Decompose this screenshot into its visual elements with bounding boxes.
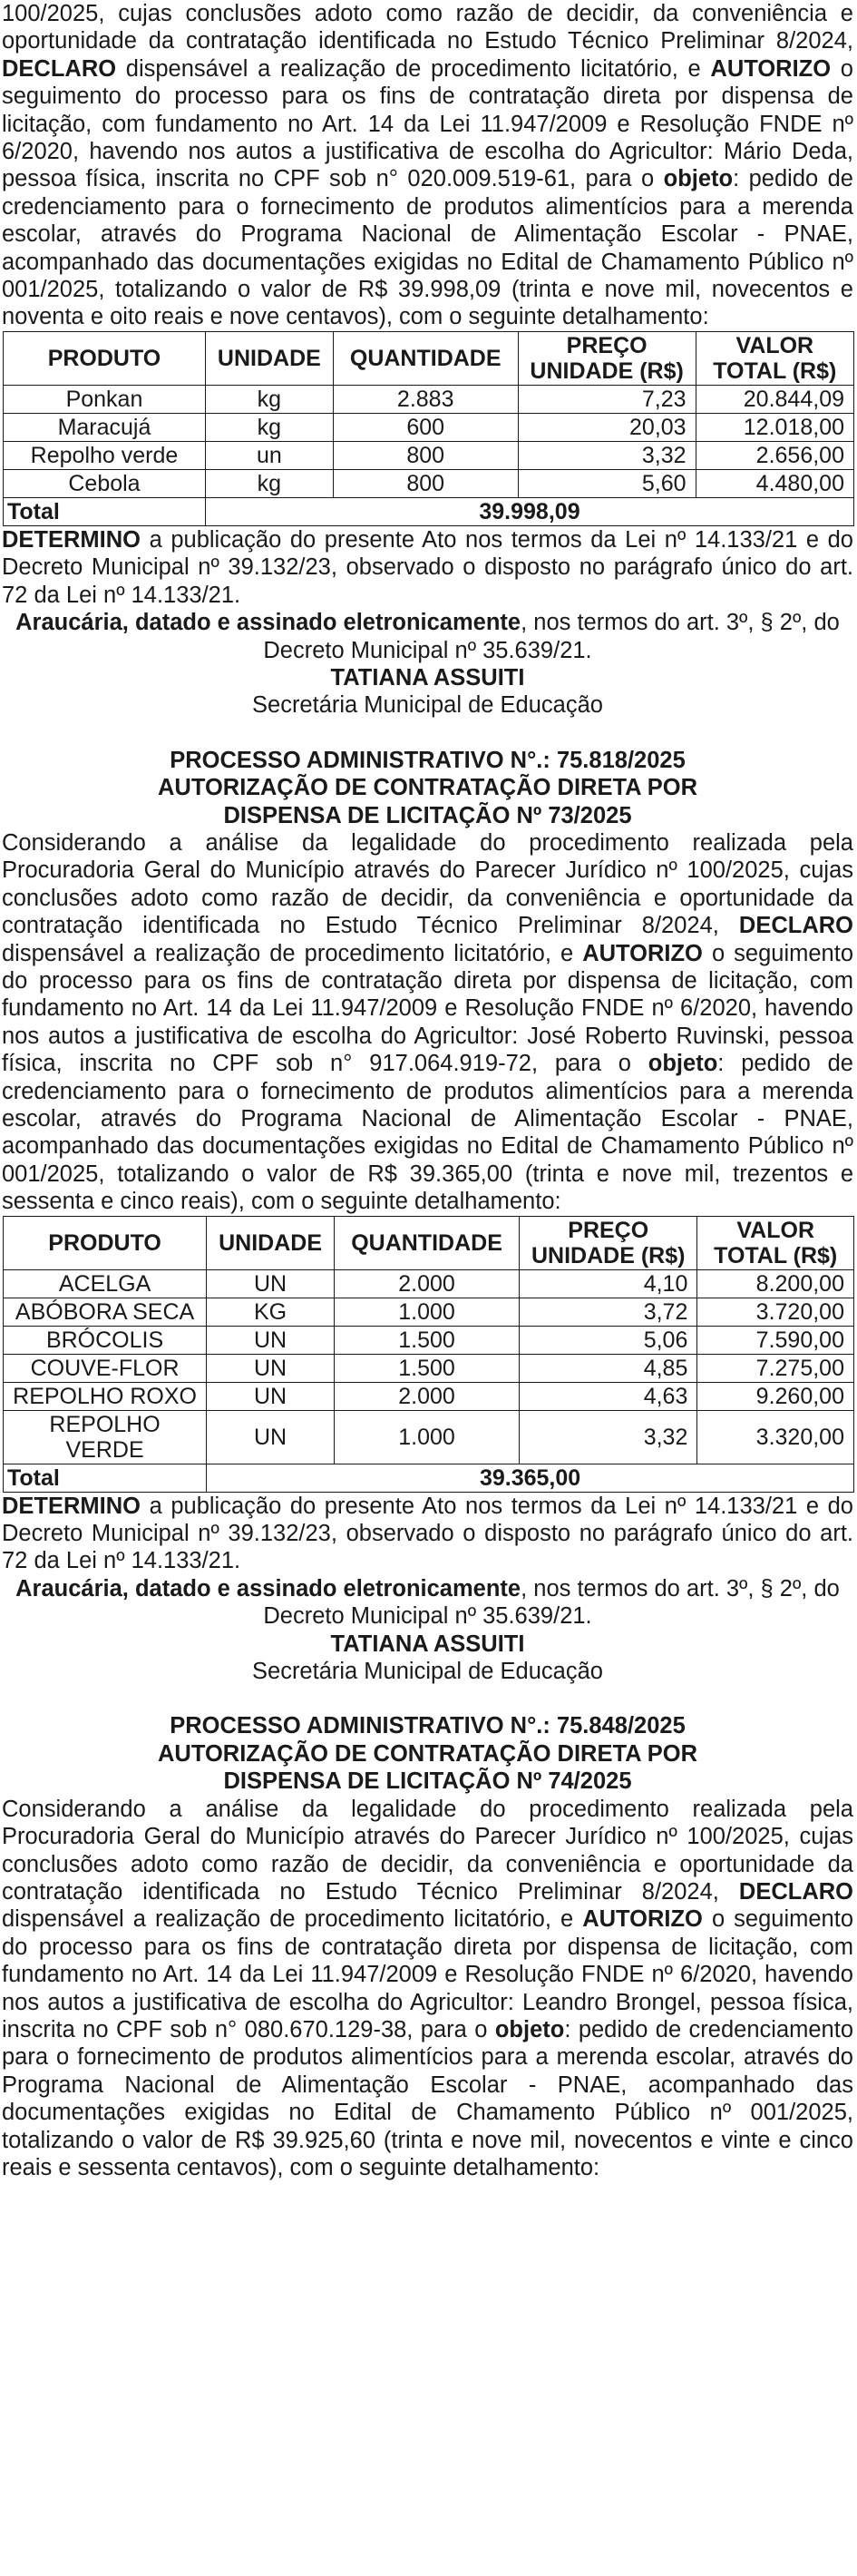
autorizo-keyword: AUTORIZO [582, 940, 703, 966]
signature-rest: , nos termos do art. 3º, § 2º, do Decreto Municipal nº 35.639/21. [263, 610, 840, 663]
cell-produto: BRÓCOLIS [4, 1326, 207, 1354]
header-preco-unidade: PREÇO UNIDADE (R$) [520, 1216, 697, 1269]
header-valor-total: VALOR TOTAL (R$) [697, 1216, 854, 1269]
declaro-keyword: DECLARO [738, 1878, 853, 1905]
cell-valor: 7.590,00 [697, 1326, 854, 1354]
cell-quantidade: 2.000 [335, 1269, 520, 1298]
text-fragment: Considerando a análise da legalidade do procedimento realizada pela Procuradoria Geral do Município através do Parecer Jurídico nº 100/2025, cujas conclusões adoto como razão de decidir, da conveniência e oportunidade da contratação identificada no Estudo Técnico Preliminar 8/2024, [2, 829, 853, 939]
cell-produto: Repolho verde [4, 441, 206, 469]
table-row [4, 1326, 854, 1354]
header-unidade: UNIDADE [205, 331, 333, 385]
text-fragment: : pedido de credenciamento para o fornecimento de produtos alimentícios para a merenda escolar, através do Programa Nacional de Alimentação Escolar - PNAE, acompanhado das documentações exigidas no Edital de Chamamento Público nº 001/2025, totalizando o valor de R$ 39.365,00 (trinta e nove mil, trezentos e sessenta e cinco reais), com o seguinte detalhamento: [2, 1051, 853, 1215]
authorization-heading: AUTORIZAÇÃO DE CONTRATAÇÃO DIRETA POR [158, 775, 697, 801]
considering-paragraph [2, 1796, 853, 2182]
table-row [4, 1269, 854, 1298]
autorizo-keyword: AUTORIZO [582, 1906, 703, 1933]
cell-quantidade: 2.883 [333, 385, 518, 413]
signer-role: Secretária Municipal de Educação [252, 692, 603, 719]
cell-produto: ABÓBORA SECA [4, 1298, 207, 1326]
text-fragment: o seguimento do processo para os fins de contratação direta por dispensa de licitação, com fundamento no Art. 14 da Lei 11.947/2009 e Resolução FNDE nº 6/2020, havendo nos autos a justificativa de escolha do Agricultor: José Roberto Ruvinski, pessoa física, inscrita no CPF sob n° 917.064.919-72, para o [2, 940, 854, 1077]
header-produto: PRODUTO [4, 331, 206, 385]
cell-valor: 3.320,00 [697, 1410, 854, 1464]
header-quantidade: QUANTIDADE [333, 331, 518, 385]
signer-role: Secretária Municipal de Educação [252, 1659, 603, 1685]
cell-unidade: KG [207, 1298, 335, 1326]
table-row [4, 469, 854, 497]
cell-unidade: kg [205, 413, 333, 441]
text-fragment: o seguimento do processo para os fins de contratação direta por dispensa de licitação, com fundamento no Art. 14 da Lei 11.947/2009 e Resolução FNDE nº 6/2020, havendo nos autos a justificativa de escolha do Agricultor: Mário Deda, pessoa física, inscrita no CPF sob n° 020.009.519-61, para o [2, 55, 853, 192]
cell-valor: 12.018,00 [696, 413, 853, 441]
cell-valor: 7.275,00 [697, 1354, 854, 1382]
cell-preco: 5,06 [520, 1326, 697, 1354]
cell-unidade: UN [207, 1326, 335, 1354]
text-fragment: 100/2025, cujas conclusões adoto como razão de decidir, da conveniência e oportunidade da contratação identificada no Estudo Técnico Preliminar 8/2024, [2, 1, 853, 54]
text-fragment: dispensável a realização de procedimento licitatório, e [2, 1906, 583, 1933]
header-unidade: UNIDADE [207, 1216, 335, 1269]
cell-preco: 3,72 [520, 1298, 697, 1326]
text-fragment: : pedido de credenciamento para o fornecimento de produtos alimentícios para a merenda escolar, através do Programa Nacional de Alimentação Escolar - PNAE, acompanhado das documentações exigidas no Edital de Chamamento Público nº 001/2025, totalizando o valor de R$ 39.925,60 (trinta e nove mil, novecentos e vinte e cinco reais e sessenta centavos), com o seguinte detalhamento: [2, 2016, 853, 2180]
dispensa-heading: DISPENSA DE LICITAÇÃO Nº 73/2025 [223, 802, 632, 828]
signer-name: TATIANA ASSUITI [330, 1631, 525, 1657]
header-valor-total: VALOR TOTAL (R$) [696, 331, 853, 385]
dispensa-heading: DISPENSA DE LICITAÇÃO Nº 74/2025 [223, 1768, 632, 1795]
table-total-row [4, 497, 854, 525]
total-value: 39.998,09 [205, 497, 853, 525]
cell-quantidade: 600 [333, 413, 518, 441]
text-fragment: dispensável a realização de procedimento licitatório, e [2, 940, 583, 966]
table-total-row [4, 1464, 854, 1492]
signer-name: TATIANA ASSUITI [330, 664, 525, 691]
table-header-row [4, 331, 854, 385]
determino-paragraph [2, 526, 853, 609]
process-heading: PROCESSO ADMINISTRATIVO N°.: 75.818/2025 [170, 747, 686, 773]
cell-produto: REPOLHO VERDE [4, 1410, 207, 1464]
total-value: 39.365,00 [207, 1464, 854, 1492]
cell-valor: 20.844,09 [696, 385, 853, 413]
cell-unidade: UN [207, 1354, 335, 1382]
table-row [4, 413, 854, 441]
cell-preco: 7,23 [518, 385, 696, 413]
cell-produto: REPOLHO ROXO [4, 1382, 207, 1410]
header-quantidade: QUANTIDADE [335, 1216, 520, 1269]
signature-line [2, 609, 853, 664]
total-label: Total [4, 497, 206, 525]
dispensa-section-3 [2, 1712, 853, 2181]
declaro-keyword: DECLARO [738, 913, 853, 939]
cell-quantidade: 2.000 [335, 1382, 520, 1410]
dispensa-section-2 [2, 747, 853, 1686]
cell-quantidade: 1.500 [335, 1326, 520, 1354]
text-fragment: : pedido de credenciamento para o fornecimento de produtos alimentícios para a merenda escolar, através do Programa Nacional de Alimentação Escolar - PNAE, acompanhado das documentações exigidas no Edital de Chamamento Público nº 001/2025, totalizando o valor de R$ 39.998,09 (trinta e nove mil, novecentos e noventa e oito reais e nove centavos), com o seguinte detalhamento: [2, 166, 853, 330]
text-fragment: a publicação do presente Ato nos termos da Lei nº 14.133/21 e do Decreto Municipal nº 39.132/23, observado o disposto no parágrafo único do art. 72 da Lei nº 14.133/21. [2, 1493, 853, 1574]
cell-quantidade: 1.000 [335, 1298, 520, 1326]
total-label: Total [4, 1464, 207, 1492]
cell-preco: 3,32 [520, 1410, 697, 1464]
section-gap [2, 1685, 853, 1712]
autorizo-keyword: AUTORIZO [710, 55, 832, 82]
signature-place: Araucária, datado e assinado eletronicamente [15, 610, 521, 636]
table-header-row [4, 1216, 854, 1269]
section-gap [2, 720, 853, 747]
table-row [4, 385, 854, 413]
cell-unidade: UN [207, 1382, 335, 1410]
cell-produto: Maracujá [4, 413, 206, 441]
determino-paragraph [2, 1493, 853, 1575]
objeto-keyword: objeto [494, 2016, 565, 2042]
cell-produto: Cebola [4, 469, 206, 497]
cell-preco: 4,10 [520, 1269, 697, 1298]
cell-produto: COUVE-FLOR [4, 1354, 207, 1382]
dispensa-section-1 [2, 0, 853, 720]
table-row [4, 1382, 854, 1410]
cell-unidade: un [205, 441, 333, 469]
cell-produto: ACELGA [4, 1269, 207, 1298]
determino-keyword: DETERMINO [2, 526, 141, 553]
text-fragment: a publicação do presente Ato nos termos da Lei nº 14.133/21 e do Decreto Municipal nº 39.132/23, observado o disposto no parágrafo único do art. 72 da Lei nº 14.133/21. [2, 526, 853, 608]
cell-quantidade: 800 [333, 441, 518, 469]
cell-quantidade: 1.000 [335, 1410, 520, 1464]
objeto-keyword: objeto [648, 1051, 718, 1077]
text-fragment: Considerando a análise da legalidade do procedimento realizada pela Procuradoria Geral do Município através do Parecer Jurídico nº 100/2025, cujas conclusões adoto como razão de decidir, da conveniência e oportunidade da contratação identificada no Estudo Técnico Preliminar 8/2024, [2, 1796, 853, 1905]
items-table [3, 331, 854, 526]
cell-preco: 20,03 [518, 413, 696, 441]
cell-unidade: UN [207, 1269, 335, 1298]
text-fragment: o seguimento do processo para os fins de contratação direta por dispensa de licitação, com fundamento no Art. 14 da Lei 11.947/2009 e Resolução FNDE nº 6/2020, havendo nos autos a justificativa de escolha do Agricultor: Leandro Brongel, pessoa física, inscrita no CPF sob n° 080.670.129-38, para o [2, 1906, 854, 2042]
cell-valor: 2.656,00 [696, 441, 853, 469]
cell-unidade: kg [205, 385, 333, 413]
cell-valor: 8.200,00 [697, 1269, 854, 1298]
header-produto: PRODUTO [4, 1216, 207, 1269]
table-row [4, 441, 854, 469]
table-row [4, 1354, 854, 1382]
cell-valor: 3.720,00 [697, 1298, 854, 1326]
cell-unidade: kg [205, 469, 333, 497]
determino-keyword: DETERMINO [2, 1493, 141, 1519]
cell-unidade: UN [207, 1410, 335, 1464]
cell-preco: 5,60 [518, 469, 696, 497]
cell-valor: 4.480,00 [696, 469, 853, 497]
table-row [4, 1410, 854, 1464]
cell-valor: 9.260,00 [697, 1382, 854, 1410]
signature-rest: , nos termos do art. 3º, § 2º, do Decreto Municipal nº 35.639/21. [263, 1575, 840, 1630]
text-fragment: dispensável a realização de procedimento licitatório, e [116, 55, 711, 82]
declaro-keyword: DECLARO [2, 55, 117, 82]
cell-quantidade: 1.500 [335, 1354, 520, 1382]
cell-quantidade: 800 [333, 469, 518, 497]
authorization-heading: AUTORIZAÇÃO DE CONTRATAÇÃO DIRETA POR [158, 1740, 697, 1767]
signature-place: Araucária, datado e assinado eletronicamente [15, 1575, 521, 1601]
cell-preco: 4,63 [520, 1382, 697, 1410]
header-preco-unidade: PREÇO UNIDADE (R$) [518, 331, 696, 385]
cell-preco: 3,32 [518, 441, 696, 469]
considering-paragraph [2, 829, 853, 1216]
objeto-keyword: objeto [663, 166, 734, 192]
table-row [4, 1298, 854, 1326]
cell-produto: Ponkan [4, 385, 206, 413]
cell-preco: 4,85 [520, 1354, 697, 1382]
items-table [3, 1216, 854, 1493]
considering-paragraph [2, 0, 853, 331]
process-heading: PROCESSO ADMINISTRATIVO N°.: 75.848/2025 [170, 1713, 686, 1739]
signature-line [2, 1575, 853, 1631]
